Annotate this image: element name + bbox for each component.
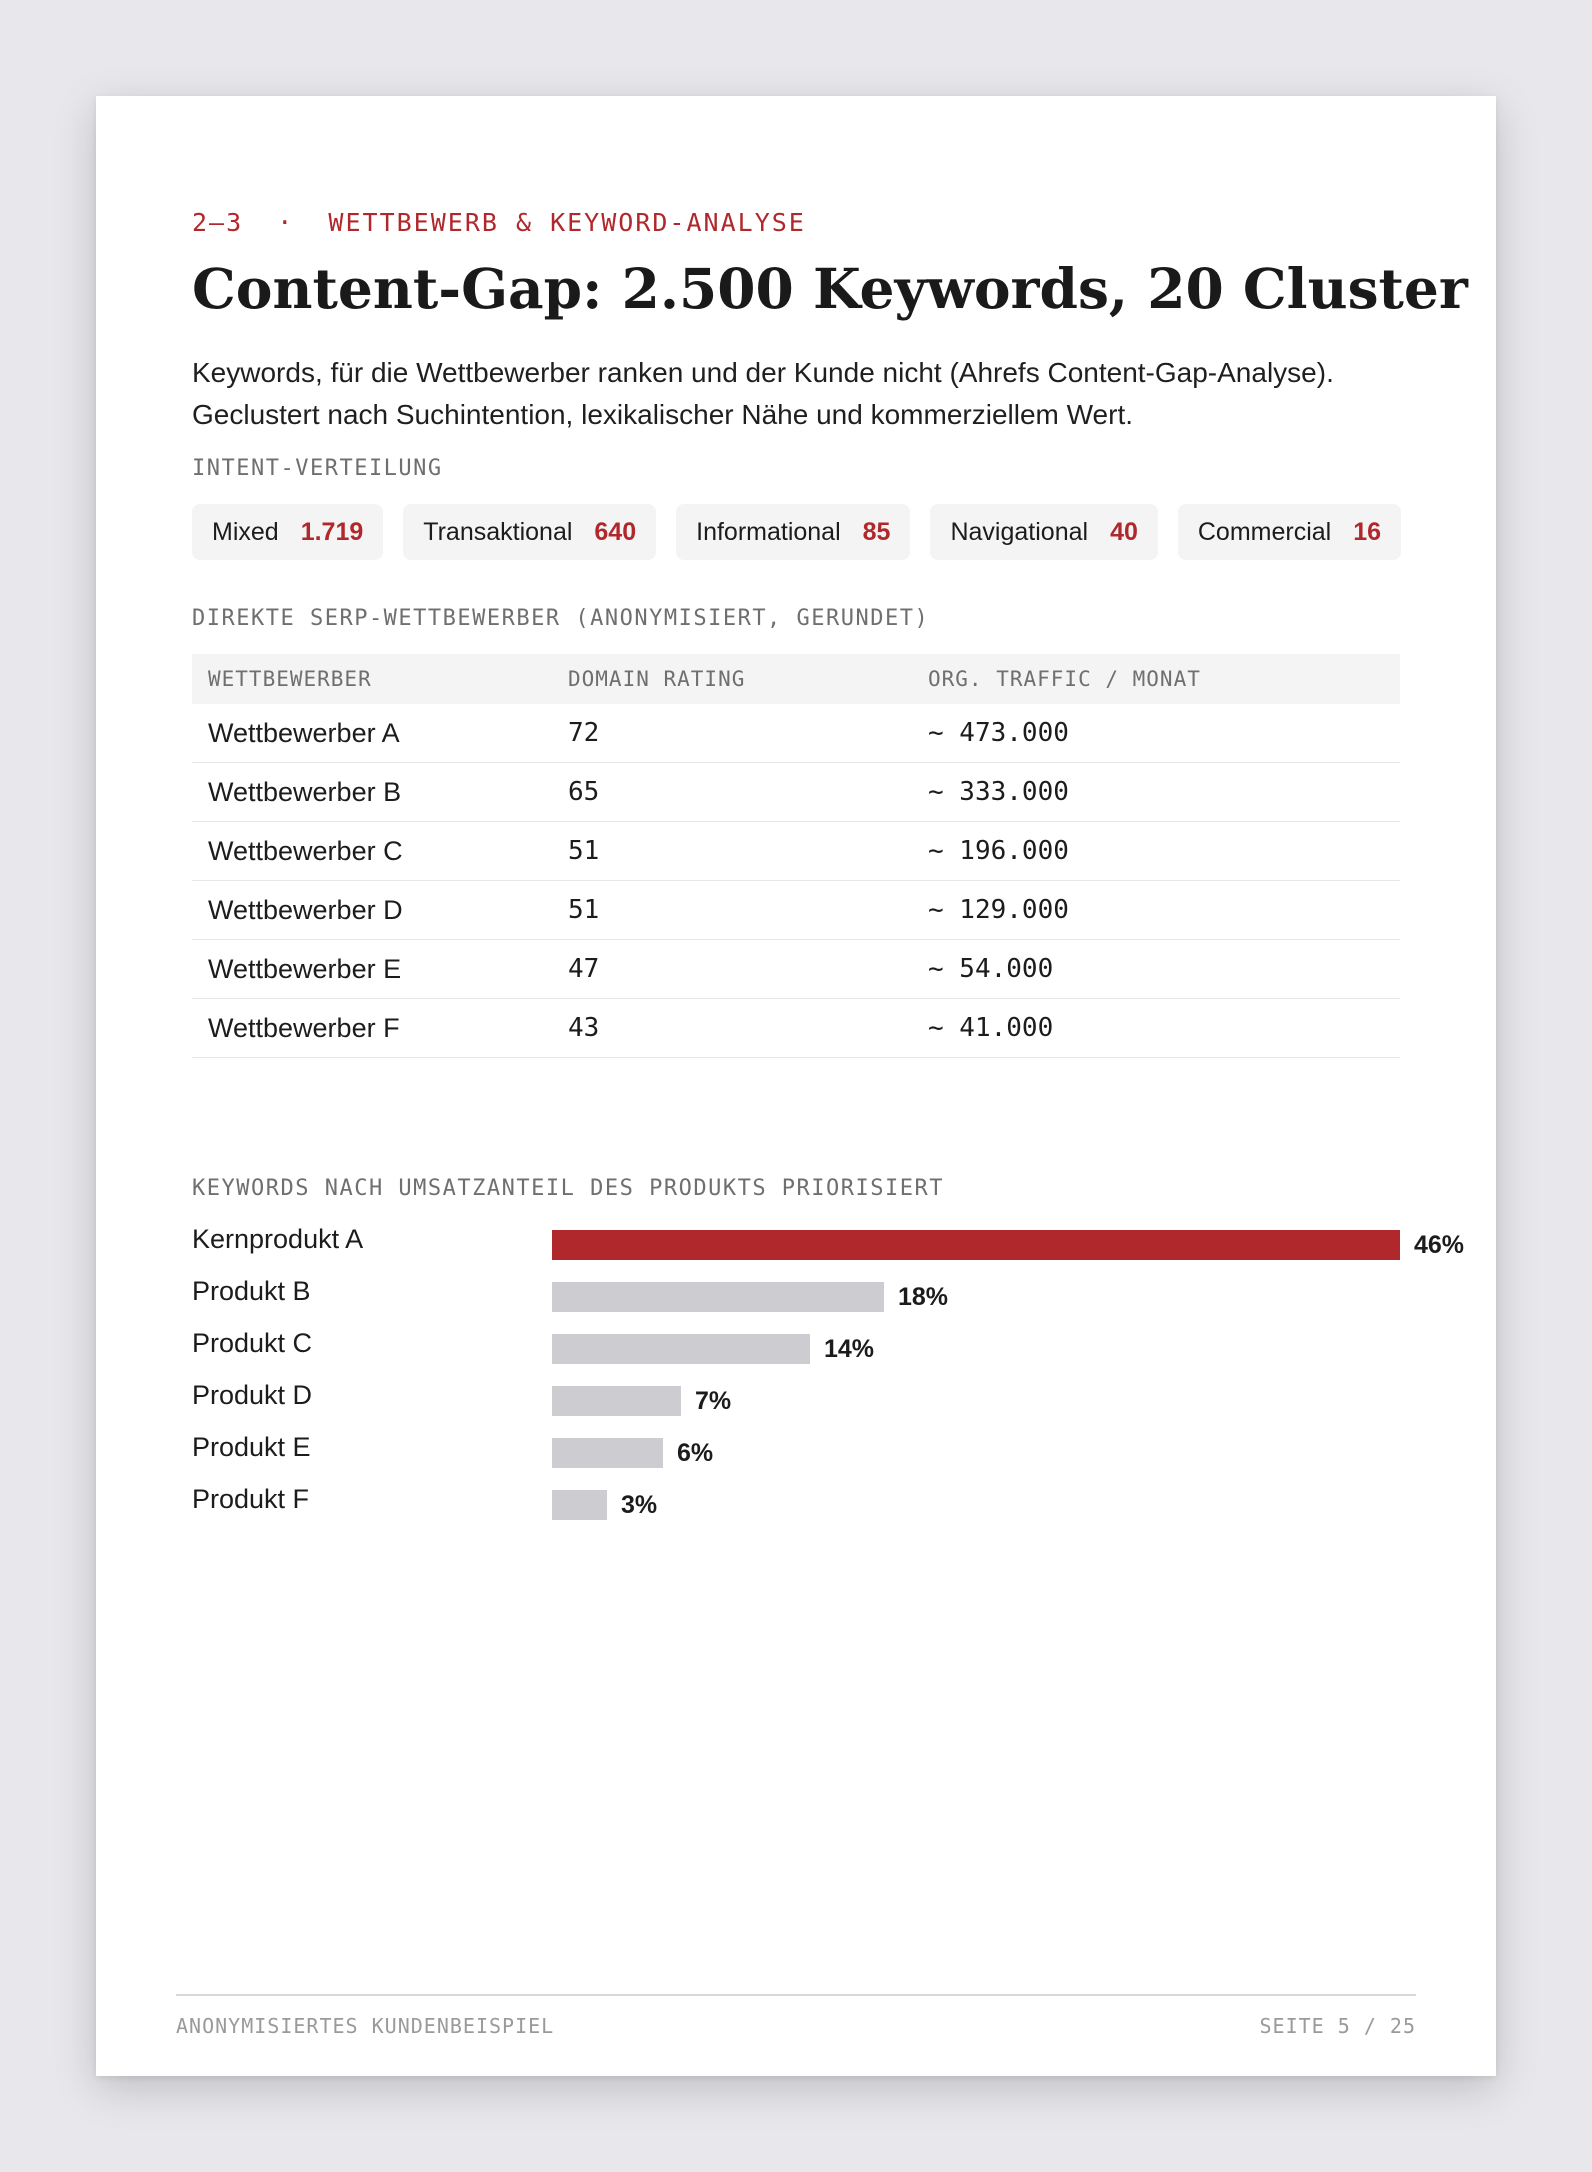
competitor-table — [192, 654, 1400, 1058]
intent-chip-commercial — [1178, 504, 1401, 560]
competitor-name: Wettbewerber B — [192, 763, 552, 822]
intent-chip-transaktional — [403, 504, 656, 560]
bar-category-label: Produkt C — [192, 1328, 313, 1358]
organic-traffic: ~ 41.000 — [912, 999, 1400, 1058]
intent-chip-navigational — [930, 504, 1157, 560]
competitor-name: Wettbewerber F — [192, 999, 552, 1058]
organic-traffic: ~ 54.000 — [912, 940, 1400, 999]
bar-row — [192, 1276, 1496, 1328]
competitor-name: Wettbewerber E — [192, 940, 552, 999]
column-header-domain-rating: DOMAIN RATING — [552, 654, 912, 704]
bar-value-label: 14% — [824, 1335, 875, 1363]
domain-rating: 72 — [552, 704, 912, 763]
bar-category-label: Kernprodukt A — [192, 1224, 364, 1254]
section-eyebrow: 2–3 · WETTBEWERB & KEYWORD-ANALYSE — [192, 208, 806, 237]
bar — [552, 1490, 607, 1520]
bar-category-label: Produkt B — [192, 1276, 311, 1306]
bar-value-label: 3% — [621, 1491, 658, 1519]
intent-chip-label: Informational — [696, 517, 841, 546]
organic-traffic: ~ 333.000 — [912, 763, 1400, 822]
bar-track — [552, 1386, 1400, 1416]
keyword-share-bar-chart — [192, 1224, 1496, 1536]
organic-traffic: ~ 129.000 — [912, 881, 1400, 940]
intent-chip-label: Mixed — [212, 517, 279, 546]
lead-paragraph: Keywords, für die Wettbewerber ranken und der Kunde nicht (Ahrefs Content-Gap-Analyse). Geclustert nach Suchintention, lexikalischer Nähe und kommerziellem Wert. — [192, 357, 1334, 430]
bar-value-label: 6% — [677, 1439, 714, 1467]
bar-row — [192, 1432, 1496, 1484]
intent-chip-count: 16 — [1353, 517, 1382, 546]
intent-chip-mixed — [192, 504, 383, 560]
bar-track — [552, 1438, 1400, 1468]
intent-chip-label: Commercial — [1197, 517, 1332, 546]
bar-row — [192, 1484, 1496, 1536]
table-row — [192, 940, 1400, 999]
bar — [552, 1438, 663, 1468]
bar — [552, 1230, 1400, 1260]
table-row — [192, 881, 1400, 940]
domain-rating: 43 — [552, 999, 912, 1058]
domain-rating: 51 — [552, 822, 912, 881]
table-header-row — [192, 654, 1400, 704]
domain-rating: 47 — [552, 940, 912, 999]
column-header-competitor: WETTBEWERBER — [192, 654, 552, 704]
bar — [552, 1334, 810, 1364]
bar-value-label: 18% — [898, 1283, 949, 1311]
bar-category-label: Produkt F — [192, 1484, 310, 1514]
table-row — [192, 822, 1400, 881]
competitor-name: Wettbewerber A — [192, 704, 552, 763]
footer-divider — [176, 1994, 1416, 1996]
page-number: SEITE 5 / 25 — [1259, 2014, 1416, 2038]
intent-chip-informational — [676, 504, 910, 560]
competitor-name: Wettbewerber C — [192, 822, 552, 881]
table-row — [192, 704, 1400, 763]
intent-chip-count: 85 — [862, 517, 891, 546]
table-row — [192, 763, 1400, 822]
bar-category-label: Produkt E — [192, 1432, 311, 1462]
page-title: Content-Gap: 2.500 Keywords, 20 Cluster — [192, 256, 1468, 321]
bar — [552, 1386, 681, 1416]
bar-track — [552, 1282, 1400, 1312]
serp-section-label: DIREKTE SERP-WETTBEWERBER (ANONYMISIERT, GERUNDET) — [192, 606, 930, 631]
chart-title: KEYWORDS NACH UMSATZANTEIL DES PRODUKTS PRIORISIERT — [192, 1176, 945, 1201]
bar-category-label: Produkt D — [192, 1380, 313, 1410]
domain-rating: 51 — [552, 881, 912, 940]
footer-left-text: ANONYMISIERTES KUNDENBEISPIEL — [176, 2014, 555, 2038]
intent-chip-count: 640 — [594, 517, 637, 546]
bar-row — [192, 1380, 1496, 1432]
intent-chip-count: 1.719 — [300, 517, 364, 546]
competitor-name: Wettbewerber D — [192, 881, 552, 940]
column-header-traffic: ORG. TRAFFIC / MONAT — [912, 654, 1400, 704]
bar-track — [552, 1334, 1400, 1364]
table-row — [192, 999, 1400, 1058]
organic-traffic: ~ 196.000 — [912, 822, 1400, 881]
bar-row — [192, 1224, 1496, 1276]
intent-chip-count: 40 — [1110, 517, 1138, 546]
intent-chip-label: Transaktional — [423, 517, 573, 546]
intent-chip-label: Navigational — [950, 517, 1089, 546]
domain-rating: 65 — [552, 763, 912, 822]
bar-track — [552, 1230, 1465, 1260]
intent-section-label: INTENT-VERTEILUNG — [192, 456, 443, 481]
organic-traffic: ~ 473.000 — [912, 704, 1400, 763]
bar-track — [552, 1490, 1400, 1520]
bar — [552, 1282, 884, 1312]
document-page — [96, 96, 1496, 2076]
intent-chip-list — [192, 504, 1401, 560]
bar-value-label: 46% — [1414, 1231, 1465, 1259]
bar-value-label: 7% — [695, 1387, 732, 1415]
bar-row — [192, 1328, 1496, 1380]
